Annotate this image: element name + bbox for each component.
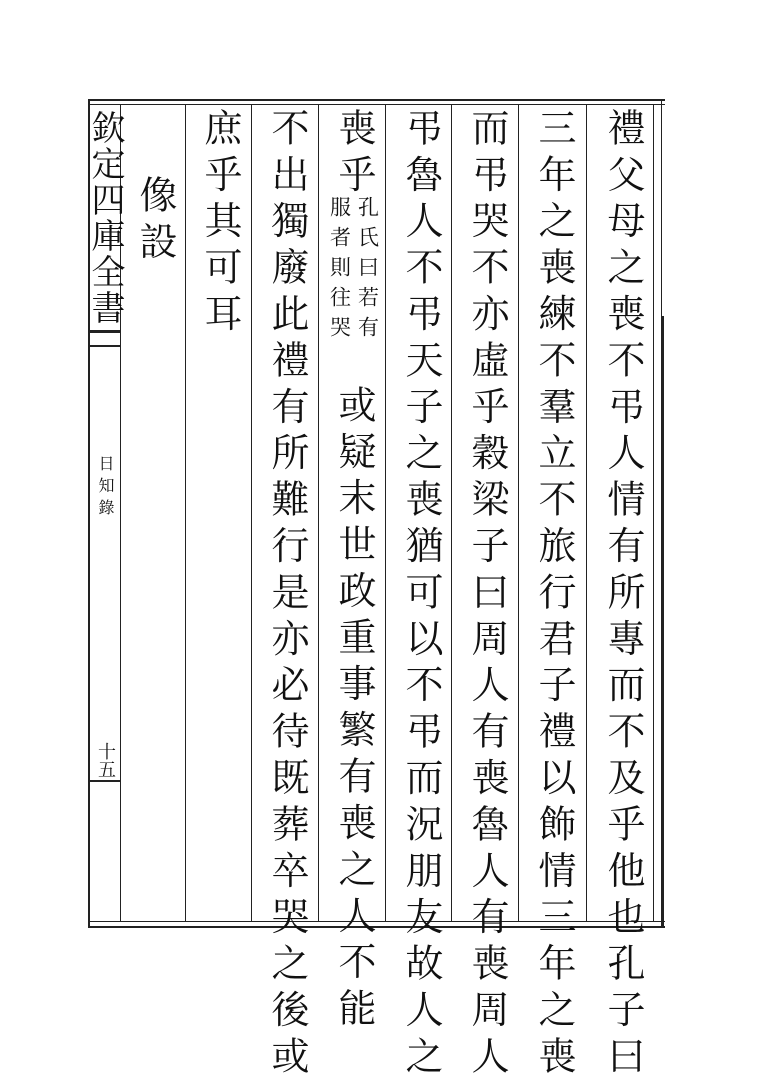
page-number [94, 742, 116, 778]
column-text: 或疑末世政重事繁有喪之人不能 [332, 385, 376, 1035]
text-column-2 [523, 108, 585, 1082]
annotation-text: 孔氏曰若有 [355, 196, 380, 346]
column-text: 弔魯人不弔天子之喪猶可以不弔而況朋友故人之 [399, 108, 443, 1082]
column-text: 三年之喪練不羣立不旅行君子禮以飾情三年之喪 [532, 108, 576, 1082]
column-divider [586, 104, 587, 922]
text-column-6 [256, 108, 318, 1082]
fishtail-top [90, 330, 120, 333]
column-text: 禮父母之喪不弔人情有所專而不及乎他也孔子曰 [601, 108, 645, 1082]
top-border [88, 99, 665, 101]
annotation-text: 服者則往哭 [327, 196, 352, 346]
section-heading [124, 175, 186, 268]
annotation-right [354, 196, 380, 346]
page-number-line [90, 780, 120, 782]
column-text: 而弔哭不亦虛乎穀梁子曰周人有喪魯人有喪周人 [465, 108, 509, 1082]
text-column-1 [592, 108, 654, 1082]
collection-title [86, 110, 124, 326]
fishtail-bottom [90, 345, 120, 347]
column-text: 庶乎其可耳 [198, 108, 242, 340]
annotation-left [326, 196, 352, 346]
column-text: 喪乎 [332, 108, 376, 201]
book-name-text: 日知錄 [96, 455, 115, 521]
page-number-text: 十五 [95, 742, 116, 778]
heading-text: 像設 [133, 175, 177, 268]
collection-title-text: 欽定四庫全書 [85, 110, 125, 326]
book-name [94, 455, 116, 521]
column-divider [385, 104, 386, 922]
top-border-inner [88, 104, 665, 105]
column-divider [518, 104, 519, 922]
text-column-5-top [323, 108, 385, 201]
text-column-3 [456, 108, 518, 1082]
column-divider [318, 104, 319, 922]
right-border-top [661, 99, 662, 316]
right-border-outer [661, 316, 664, 928]
column-divider [251, 104, 252, 922]
text-column-5-bottom [323, 385, 385, 1035]
text-column-4 [390, 108, 452, 1082]
column-text: 不出獨廢此禮有所難行是亦必待既葬卒哭之後或 [265, 108, 309, 1082]
text-column-7 [189, 108, 251, 340]
